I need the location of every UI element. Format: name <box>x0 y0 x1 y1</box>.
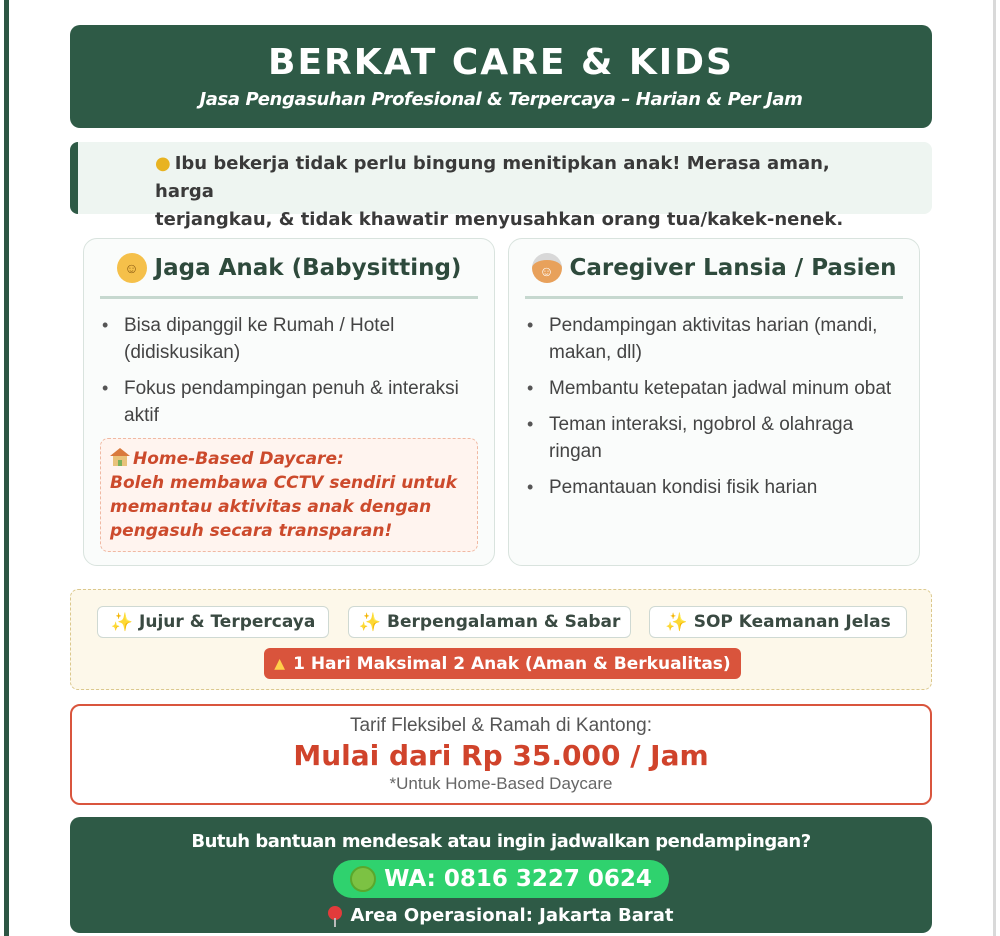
daycare-line: pengasuh secara transparan! <box>110 521 393 541</box>
operational-area <box>70 905 932 926</box>
price-box <box>70 704 932 805</box>
sparkles-icon: ✨ <box>665 611 688 633</box>
list-item: • Pendampingan aktivitas harian (mandi, makan, dll) <box>525 312 893 366</box>
caregiver-title: Caregiver Lansia / Pasien <box>569 254 897 281</box>
max-children-badge <box>264 648 741 679</box>
daycare-line: memantau aktivitas anak dengan <box>110 497 432 517</box>
baby-face-icon: ☺ <box>117 253 147 283</box>
page-title: BERKAT CARE & KIDS <box>268 42 734 83</box>
list-item: • Fokus pendampingan penuh & interaksi aktif <box>100 375 468 429</box>
value-label: Berpengalaman & Sabar <box>387 612 621 632</box>
value-label: Jujur & Terpercaya <box>139 612 316 632</box>
value-badge <box>97 606 329 638</box>
list-item: • Bisa dipanggil ke Rumah / Hotel (didiskusikan) <box>100 312 468 366</box>
value-label: SOP Keamanan Jelas <box>693 612 891 632</box>
caregiver-card-header <box>525 239 903 299</box>
babysitting-card <box>83 238 495 566</box>
fire-icon: ▲ <box>274 655 286 672</box>
list-item: • Teman interaksi, ngobrol & olahraga ringan <box>525 411 893 465</box>
page-subtitle: Jasa Pengasuhan Profesional & Terpercaya – Harian & Per Jam <box>199 89 803 110</box>
contact-question: Butuh bantuan mendesak atau ingin jadwalkan pendampingan? <box>191 831 811 852</box>
babysitting-title: Jaga Anak (Babysitting) <box>154 254 462 281</box>
frame-border-left <box>4 0 9 936</box>
whatsapp-button[interactable] <box>333 860 669 898</box>
header-banner <box>70 25 932 128</box>
list-item: • Pemantauan kondisi fisik harian <box>525 474 893 501</box>
intro-line-1: Ibu bekerja tidak perlu bingung menitipkan anak! Merasa aman, harga <box>155 153 830 202</box>
value-badge <box>348 606 631 638</box>
price-note: *Untuk Home-Based Daycare <box>389 774 613 793</box>
green-circle-icon <box>350 866 376 892</box>
price-amount: Mulai dari Rp 35.000 / Jam <box>293 739 709 772</box>
values-section <box>70 589 932 690</box>
caregiver-card <box>508 238 920 566</box>
lightbulb-icon: ● <box>155 153 171 174</box>
caregiver-list <box>525 312 893 501</box>
daycare-note <box>100 438 478 552</box>
area-label: Area Operasional: Jakarta Barat <box>350 905 674 926</box>
elderly-face-icon: ☺ <box>532 253 562 283</box>
babysitting-list <box>100 312 468 429</box>
daycare-line: Boleh membawa CCTV sendiri untuk <box>110 473 457 493</box>
daycare-title: Home-Based Daycare: <box>133 449 344 469</box>
price-label: Tarif Fleksibel & Ramah di Kantong: <box>349 715 653 736</box>
contact-footer <box>70 817 932 933</box>
frame-border-right <box>993 0 996 936</box>
whatsapp-number: WA: 0816 3227 0624 <box>384 866 652 892</box>
sparkles-icon: ✨ <box>358 611 382 633</box>
babysitting-card-header <box>100 239 478 299</box>
location-pin-icon <box>328 906 342 926</box>
intro-line-2: terjangkau, & tidak khawatir menyusahkan orang tua/kakek-nenek. <box>155 209 844 230</box>
list-item: • Membantu ketepatan jadwal minum obat <box>525 375 893 402</box>
value-badge <box>649 606 907 638</box>
max-children-label: 1 Hari Maksimal 2 Anak (Aman & Berkualitas) <box>293 653 731 674</box>
intro-callout <box>70 142 932 230</box>
intro-text <box>155 150 855 234</box>
house-icon <box>110 448 130 466</box>
sparkles-icon: ✨ <box>110 611 134 633</box>
